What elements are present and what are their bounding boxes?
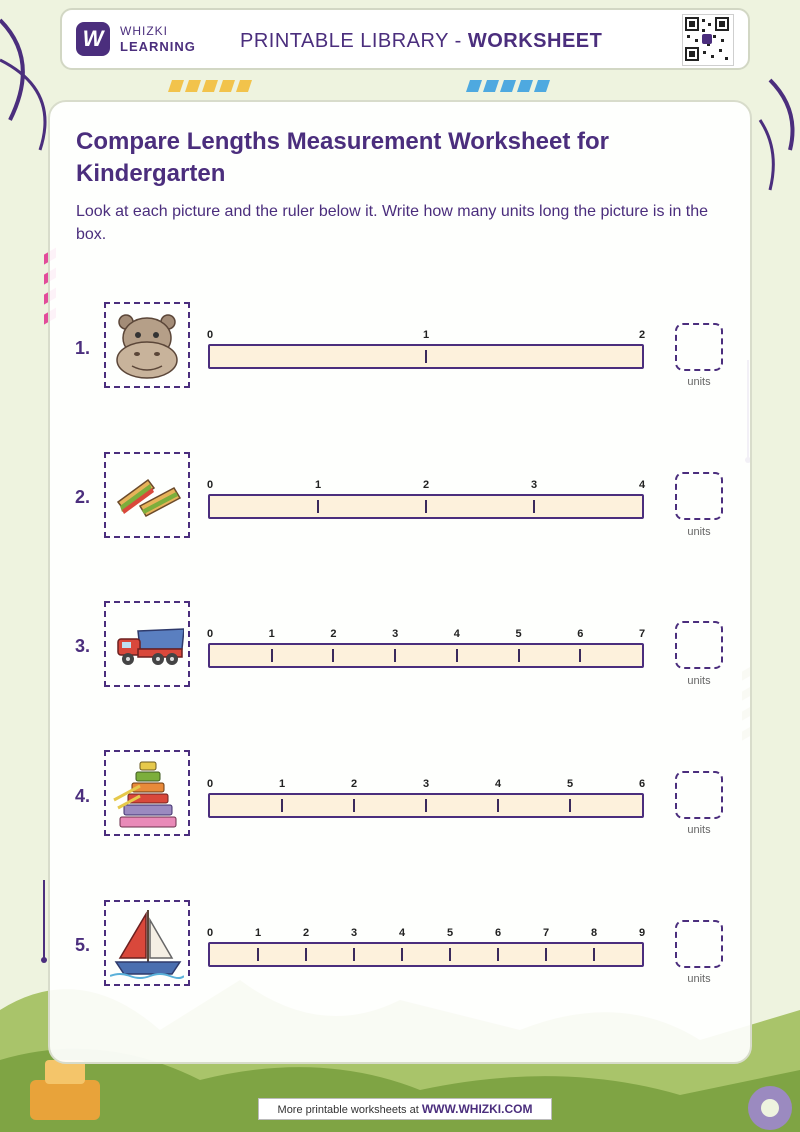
ruler-tick-label: 4 <box>494 778 502 790</box>
ruler-tick <box>593 948 595 961</box>
item-number: 5. <box>75 935 91 955</box>
ruler-tick-label: 0 <box>206 927 214 939</box>
ruler-item-3 <box>208 643 644 668</box>
ruler-tick-label: 6 <box>577 628 584 640</box>
ruler-tick-label: 7 <box>542 927 550 939</box>
ruler-tick-label: 3 <box>350 927 358 939</box>
ruler-tick-label: 3 <box>530 479 538 491</box>
ruler-tick-label: 5 <box>446 927 454 939</box>
answer-box-item-2[interactable] <box>675 472 723 520</box>
ruler-tick-label: 1 <box>254 927 262 939</box>
ruler-tick-label: 8 <box>590 927 598 939</box>
ruler-tick-label: 1 <box>268 628 275 640</box>
ruler-tick-label: 3 <box>422 778 430 790</box>
item-number: 2. <box>75 487 91 507</box>
ruler-tick-label: 2 <box>422 479 430 491</box>
picture-box-sandwich <box>104 452 190 538</box>
brand-bottom: LEARNING <box>120 39 196 54</box>
sailboat-icon <box>110 906 184 980</box>
ruler-item-2 <box>208 494 644 519</box>
brand-name <box>120 24 196 54</box>
hippo-icon <box>110 308 184 382</box>
ruler-tick <box>332 649 334 662</box>
ruler-tick <box>305 948 307 961</box>
ruler-tick <box>353 799 355 812</box>
ruler-tick-label: 2 <box>638 329 646 341</box>
ruler-tick-label: 2 <box>350 778 358 790</box>
ruler-tick <box>569 799 571 812</box>
ruler-item-4 <box>208 793 644 818</box>
ruler-tick-label: 0 <box>206 329 214 341</box>
ruler-tick-label: 4 <box>638 479 646 491</box>
ruler-tick <box>449 948 451 961</box>
brand-top: WHIZKI <box>120 24 168 38</box>
decorative-stripes-blue <box>466 80 552 92</box>
ruler-tick-label: 6 <box>494 927 502 939</box>
answer-box-item-3[interactable] <box>675 621 723 669</box>
whizki-logo[interactable]: W <box>76 22 110 56</box>
ruler-tick <box>497 948 499 961</box>
answer-box-item-4[interactable] <box>675 771 723 819</box>
ruler-tick-label: 3 <box>392 628 399 640</box>
ruler-tick <box>456 649 458 662</box>
units-label: units <box>687 675 711 687</box>
ruler-tick <box>281 799 283 812</box>
ruler-tick-label: 0 <box>206 628 214 640</box>
ruler-tick-label: 1 <box>278 778 286 790</box>
ruler-tick <box>425 350 427 363</box>
ruler-tick-label: 4 <box>453 628 460 640</box>
item-number: 1. <box>75 338 91 358</box>
worksheet-instructions: Look at each picture and the ruler below it. Write how many units long the picture is in the box. <box>76 203 709 243</box>
picture-box-truck <box>104 601 190 687</box>
picture-box-sailboat <box>104 900 190 986</box>
ruler-tick <box>317 500 319 513</box>
qr-code-icon <box>682 14 734 66</box>
ruler-tick-label: 0 <box>206 778 214 790</box>
xylophone-icon <box>110 756 184 830</box>
ruler-tick <box>425 500 427 513</box>
ruler-tick <box>257 948 259 961</box>
item-number: 3. <box>75 636 91 656</box>
worksheet-title: Compare Lengths Measurement Worksheet for Kindergarten <box>76 128 610 187</box>
footer-link[interactable]: WWW.WHIZKI.COM <box>421 1102 533 1116</box>
site-header <box>60 8 750 70</box>
units-label: units <box>687 973 711 985</box>
header-title-prefix: PRINTABLE LIBRARY - <box>240 30 468 52</box>
ruler-tick-label: 4 <box>398 927 406 939</box>
answer-box-item-1[interactable] <box>675 323 723 371</box>
ruler-tick <box>271 649 273 662</box>
ruler-tick-label: 1 <box>314 479 322 491</box>
ruler-tick-label: 5 <box>515 628 522 640</box>
units-label: units <box>687 824 711 836</box>
ruler-tick <box>394 649 396 662</box>
ruler-item-5 <box>208 942 644 967</box>
header-title <box>240 30 602 53</box>
ruler-tick-label: 6 <box>638 778 646 790</box>
ruler-tick-label: 0 <box>206 479 214 491</box>
picture-box-xylophone <box>104 750 190 836</box>
ruler-tick-label: 5 <box>566 778 574 790</box>
item-number: 4. <box>75 786 91 806</box>
decorative-stripes-yellow <box>168 80 254 92</box>
ruler-tick <box>545 948 547 961</box>
ruler-tick <box>353 948 355 961</box>
units-label: units <box>687 376 711 388</box>
answer-box-item-5[interactable] <box>675 920 723 968</box>
picture-box-hippo <box>104 302 190 388</box>
header-title-bold: WORKSHEET <box>467 30 603 52</box>
ruler-tick-label: 2 <box>330 628 337 640</box>
ruler-tick <box>401 948 403 961</box>
sandwich-icon <box>110 458 184 532</box>
footer-text: More printable worksheets at <box>277 1104 422 1116</box>
units-label: units <box>687 526 711 538</box>
ruler-tick <box>497 799 499 812</box>
footer-banner <box>258 1098 552 1120</box>
ruler-tick <box>533 500 535 513</box>
ruler-tick-label: 9 <box>638 927 646 939</box>
ruler-tick-label: 2 <box>302 927 310 939</box>
ruler-tick <box>579 649 581 662</box>
dump-truck-icon <box>110 607 184 681</box>
ruler-tick-label: 1 <box>422 329 430 341</box>
ruler-tick <box>425 799 427 812</box>
ruler-tick <box>518 649 520 662</box>
ruler-item-1 <box>208 344 644 369</box>
ruler-tick-label: 7 <box>638 628 646 640</box>
